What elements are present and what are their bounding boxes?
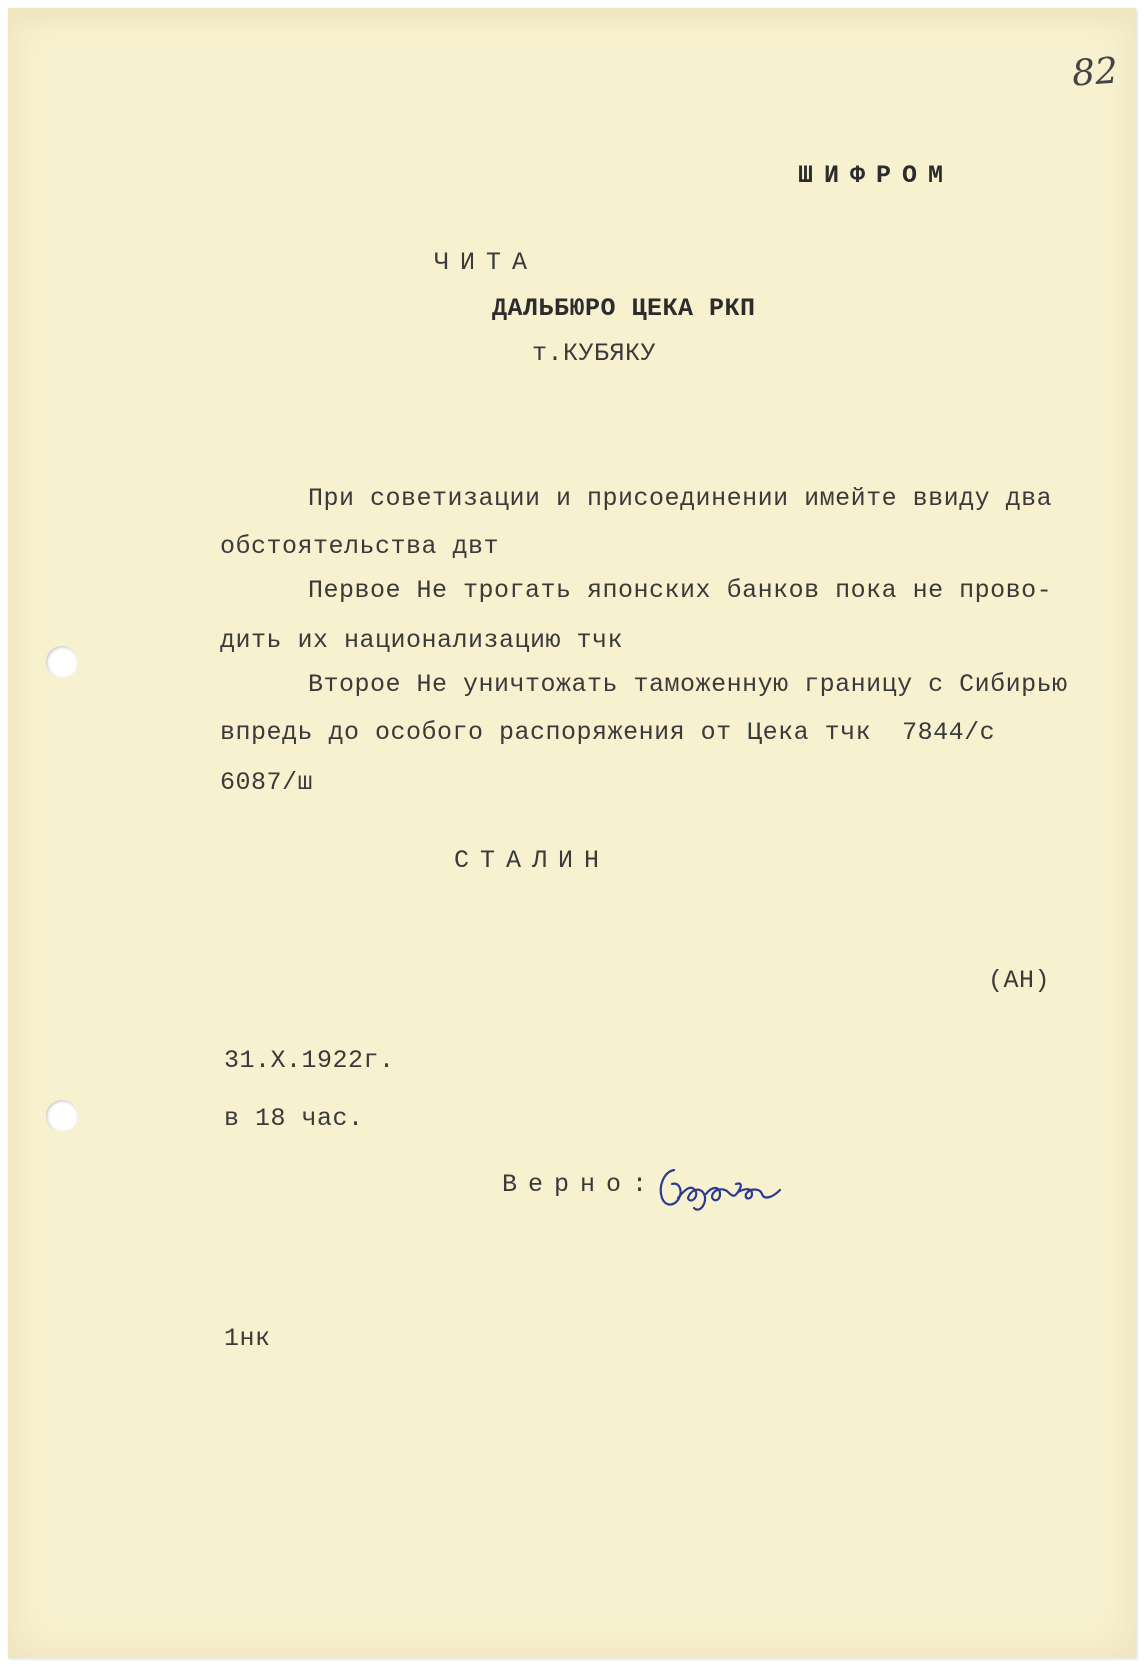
body-line: При советизации и присоединении имейте ввиду два <box>308 484 1053 513</box>
punch-hole-upper <box>46 646 78 678</box>
page-number: 82 <box>1070 50 1120 95</box>
address-organization: ДАЛЬБЮРО ЦЕКА РКП <box>492 294 756 323</box>
signed-name: СТАЛИН <box>454 846 611 875</box>
document-date: 31.Х.1922г. <box>224 1046 395 1075</box>
typist-initials: (АН) <box>988 966 1051 995</box>
body-line: Первое Не трогать японских банков пока не прово- <box>308 576 1053 605</box>
body-line: Второе Не уничтожать таможенную границу с Сибирью <box>308 670 1068 699</box>
document-sheet <box>8 8 1136 1658</box>
copies-note: 1нк <box>224 1324 271 1353</box>
header-cipher: ШИФРОМ <box>798 161 955 190</box>
body-line: впредь до особого распоряжения от Цека тчк 7844/с <box>220 718 996 747</box>
address-recipient: т.КУБЯКУ <box>532 339 657 368</box>
document-time: в 18 час. <box>224 1104 364 1133</box>
body-line: дить их национализацию тчк <box>220 626 624 655</box>
certified-label: Верно: <box>502 1170 659 1199</box>
body-line: обстоятельства двт <box>220 532 500 561</box>
handwritten-signature <box>656 1158 796 1218</box>
punch-hole-lower <box>46 1100 78 1132</box>
paper-edge-shade <box>8 8 1136 30</box>
address-city: ЧИТА <box>434 248 539 277</box>
body-line: 6087/ш <box>220 768 314 797</box>
